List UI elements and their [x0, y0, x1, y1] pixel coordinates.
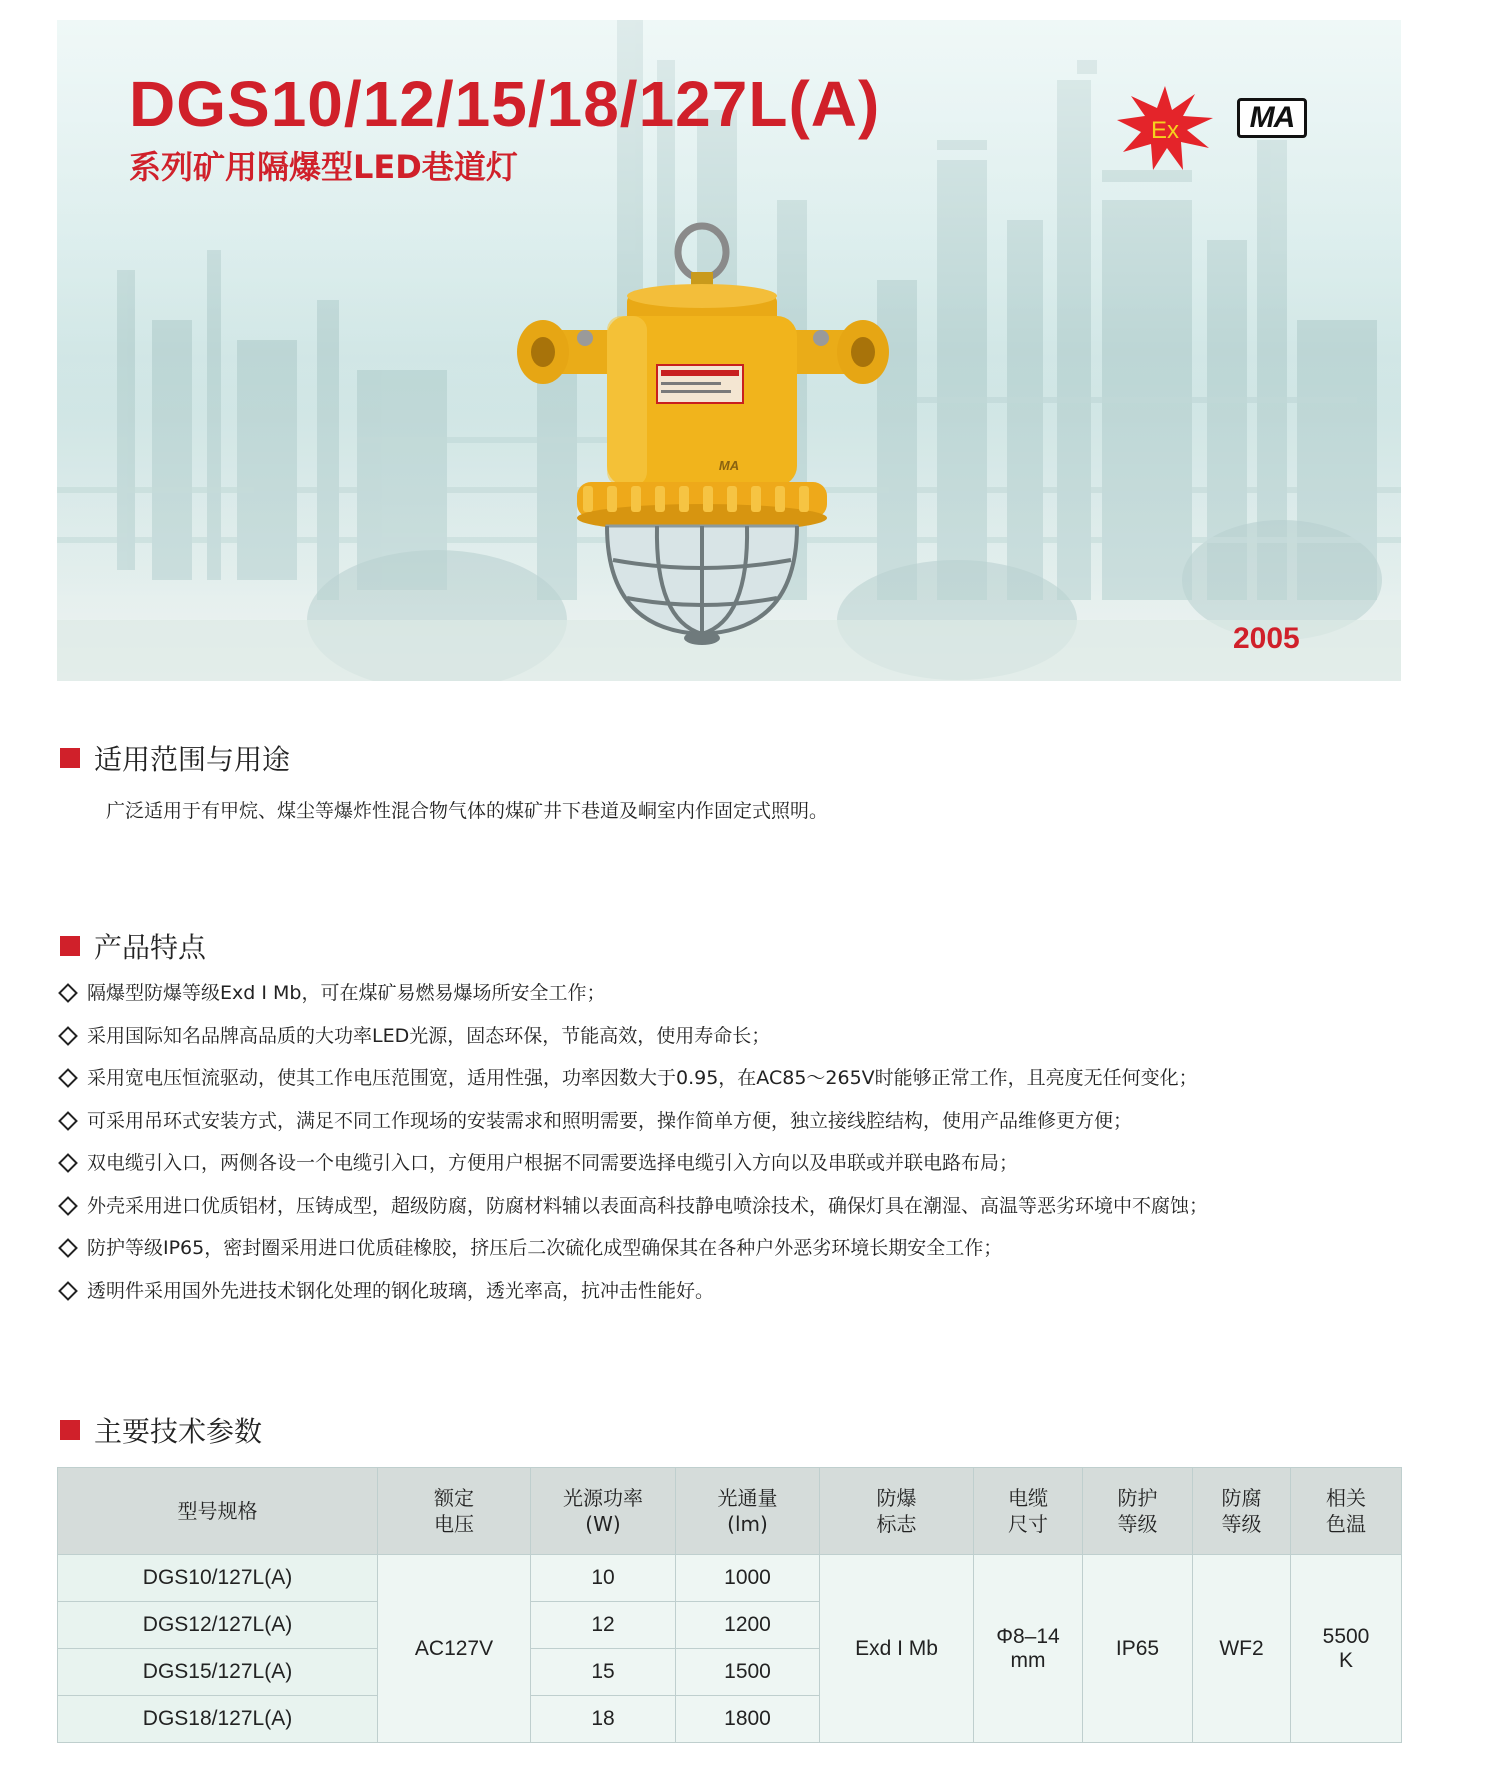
specs-title: 主要技术参数: [94, 1415, 263, 1448]
cell-model: DGS12/127L(A): [58, 1602, 378, 1649]
cell-color-temp: 5500 K: [1291, 1555, 1402, 1743]
header-color-temp: 相关 色温: [1291, 1468, 1402, 1555]
diamond-bullet-icon: [58, 983, 78, 1003]
diamond-bullet-icon: [58, 1153, 78, 1173]
cell-ip: IP65: [1083, 1555, 1193, 1743]
cell-power: 10: [531, 1555, 676, 1602]
red-square-bullet-icon: [60, 1420, 80, 1440]
feature-item: 防护等级IP65，密封圈采用进口优质硅橡胶，挤压后二次硫化成型确保其在各种户外恶劣环境长期安全工作；: [58, 1233, 1208, 1276]
cell-voltage: AC127V: [378, 1555, 531, 1743]
specs-section-heading: [60, 1410, 262, 1450]
year-label: 2005: [1233, 622, 1300, 655]
cell-power: 12: [531, 1602, 676, 1649]
product-title: DGS10/12/15/18/127L(A): [129, 68, 881, 140]
diamond-bullet-icon: [58, 1026, 78, 1046]
cell-model: DGS15/127L(A): [58, 1649, 378, 1696]
usage-section-heading: [60, 738, 290, 778]
diamond-bullet-icon: [58, 1111, 78, 1131]
product-subtitle: 系列矿用隔爆型LED巷道灯: [129, 148, 518, 186]
hero-banner: [57, 20, 1401, 681]
cell-flux: 1200: [676, 1602, 820, 1649]
cell-flux: 1500: [676, 1649, 820, 1696]
cell-model: DGS10/127L(A): [58, 1555, 378, 1602]
diamond-bullet-icon: [58, 1238, 78, 1258]
header-ex-mark: 防爆 标志: [820, 1468, 974, 1555]
spec-table: [57, 1467, 1402, 1743]
header-model: 型号规格: [58, 1468, 378, 1555]
usage-text: 广泛适用于有甲烷、煤尘等爆炸性混合物气体的煤矿井下巷道及峒室内作固定式照明。: [106, 800, 829, 822]
ex-explosion-proof-icon: [1117, 86, 1213, 170]
usage-title: 适用范围与用途: [94, 743, 291, 776]
header-voltage: 额定 电压: [378, 1468, 531, 1555]
cell-flux: 1800: [676, 1696, 820, 1743]
cell-power: 18: [531, 1696, 676, 1743]
red-square-bullet-icon: [60, 936, 80, 956]
cell-anticorrosion: WF2: [1193, 1555, 1291, 1743]
feature-item: 采用国际知名品牌高品质的大功率LED光源，固态环保，节能高效，使用寿命长；: [58, 1021, 1208, 1064]
lamp-ma-plate: MA: [718, 458, 740, 473]
table-header-row: [58, 1468, 1402, 1555]
header-flux: 光通量 (lm): [676, 1468, 820, 1555]
header-power: 光源功率 (W): [531, 1468, 676, 1555]
features-section-heading: [60, 926, 206, 966]
product-lamp-image: [507, 220, 897, 660]
feature-item: 双电缆引入口，两侧各设一个电缆引入口，方便用户根据不同需要选择电缆引入方向以及串联或并联电路布局；: [58, 1148, 1208, 1191]
cell-power: 15: [531, 1649, 676, 1696]
cell-model: DGS18/127L(A): [58, 1696, 378, 1743]
feature-item: 采用宽电压恒流驱动，使其工作电压范围宽，适用性强，功率因数大于0.95，在AC85～265V时能够正常工作，且亮度无任何变化；: [58, 1063, 1208, 1106]
diamond-bullet-icon: [58, 1068, 78, 1088]
feature-item: 透明件采用国外先进技术钢化处理的钢化玻璃，透光率高，抗冲击性能好。: [58, 1276, 1208, 1319]
feature-item: 可采用吊环式安装方式，满足不同工作现场的安装需求和照明需要，操作简单方便，独立接线腔结构，使用产品维修更方便；: [58, 1106, 1208, 1149]
cell-ex-mark: Exd I Mb: [820, 1555, 974, 1743]
feature-item: 隔爆型防爆等级Exd I Mb，可在煤矿易燃易爆场所安全工作；: [58, 978, 1208, 1021]
feature-item: 外壳采用进口优质铝材，压铸成型，超级防腐，防腐材料辅以表面高科技静电喷涂技术，确保灯具在潮湿、高温等恶劣环境中不腐蚀；: [58, 1191, 1208, 1234]
ma-safety-mark-icon: MA: [1237, 98, 1307, 138]
diamond-bullet-icon: [58, 1281, 78, 1301]
header-ip: 防护 等级: [1083, 1468, 1193, 1555]
header-anticorrosion: 防腐 等级: [1193, 1468, 1291, 1555]
ex-label: Ex: [1150, 117, 1180, 144]
features-title: 产品特点: [94, 931, 207, 964]
cell-flux: 1000: [676, 1555, 820, 1602]
red-square-bullet-icon: [60, 748, 80, 768]
cell-cable: Φ8–14 mm: [974, 1555, 1083, 1743]
table-row: [58, 1555, 1402, 1602]
features-list: [58, 978, 1208, 1318]
header-cable: 电缆 尺寸: [974, 1468, 1083, 1555]
diamond-bullet-icon: [58, 1196, 78, 1216]
